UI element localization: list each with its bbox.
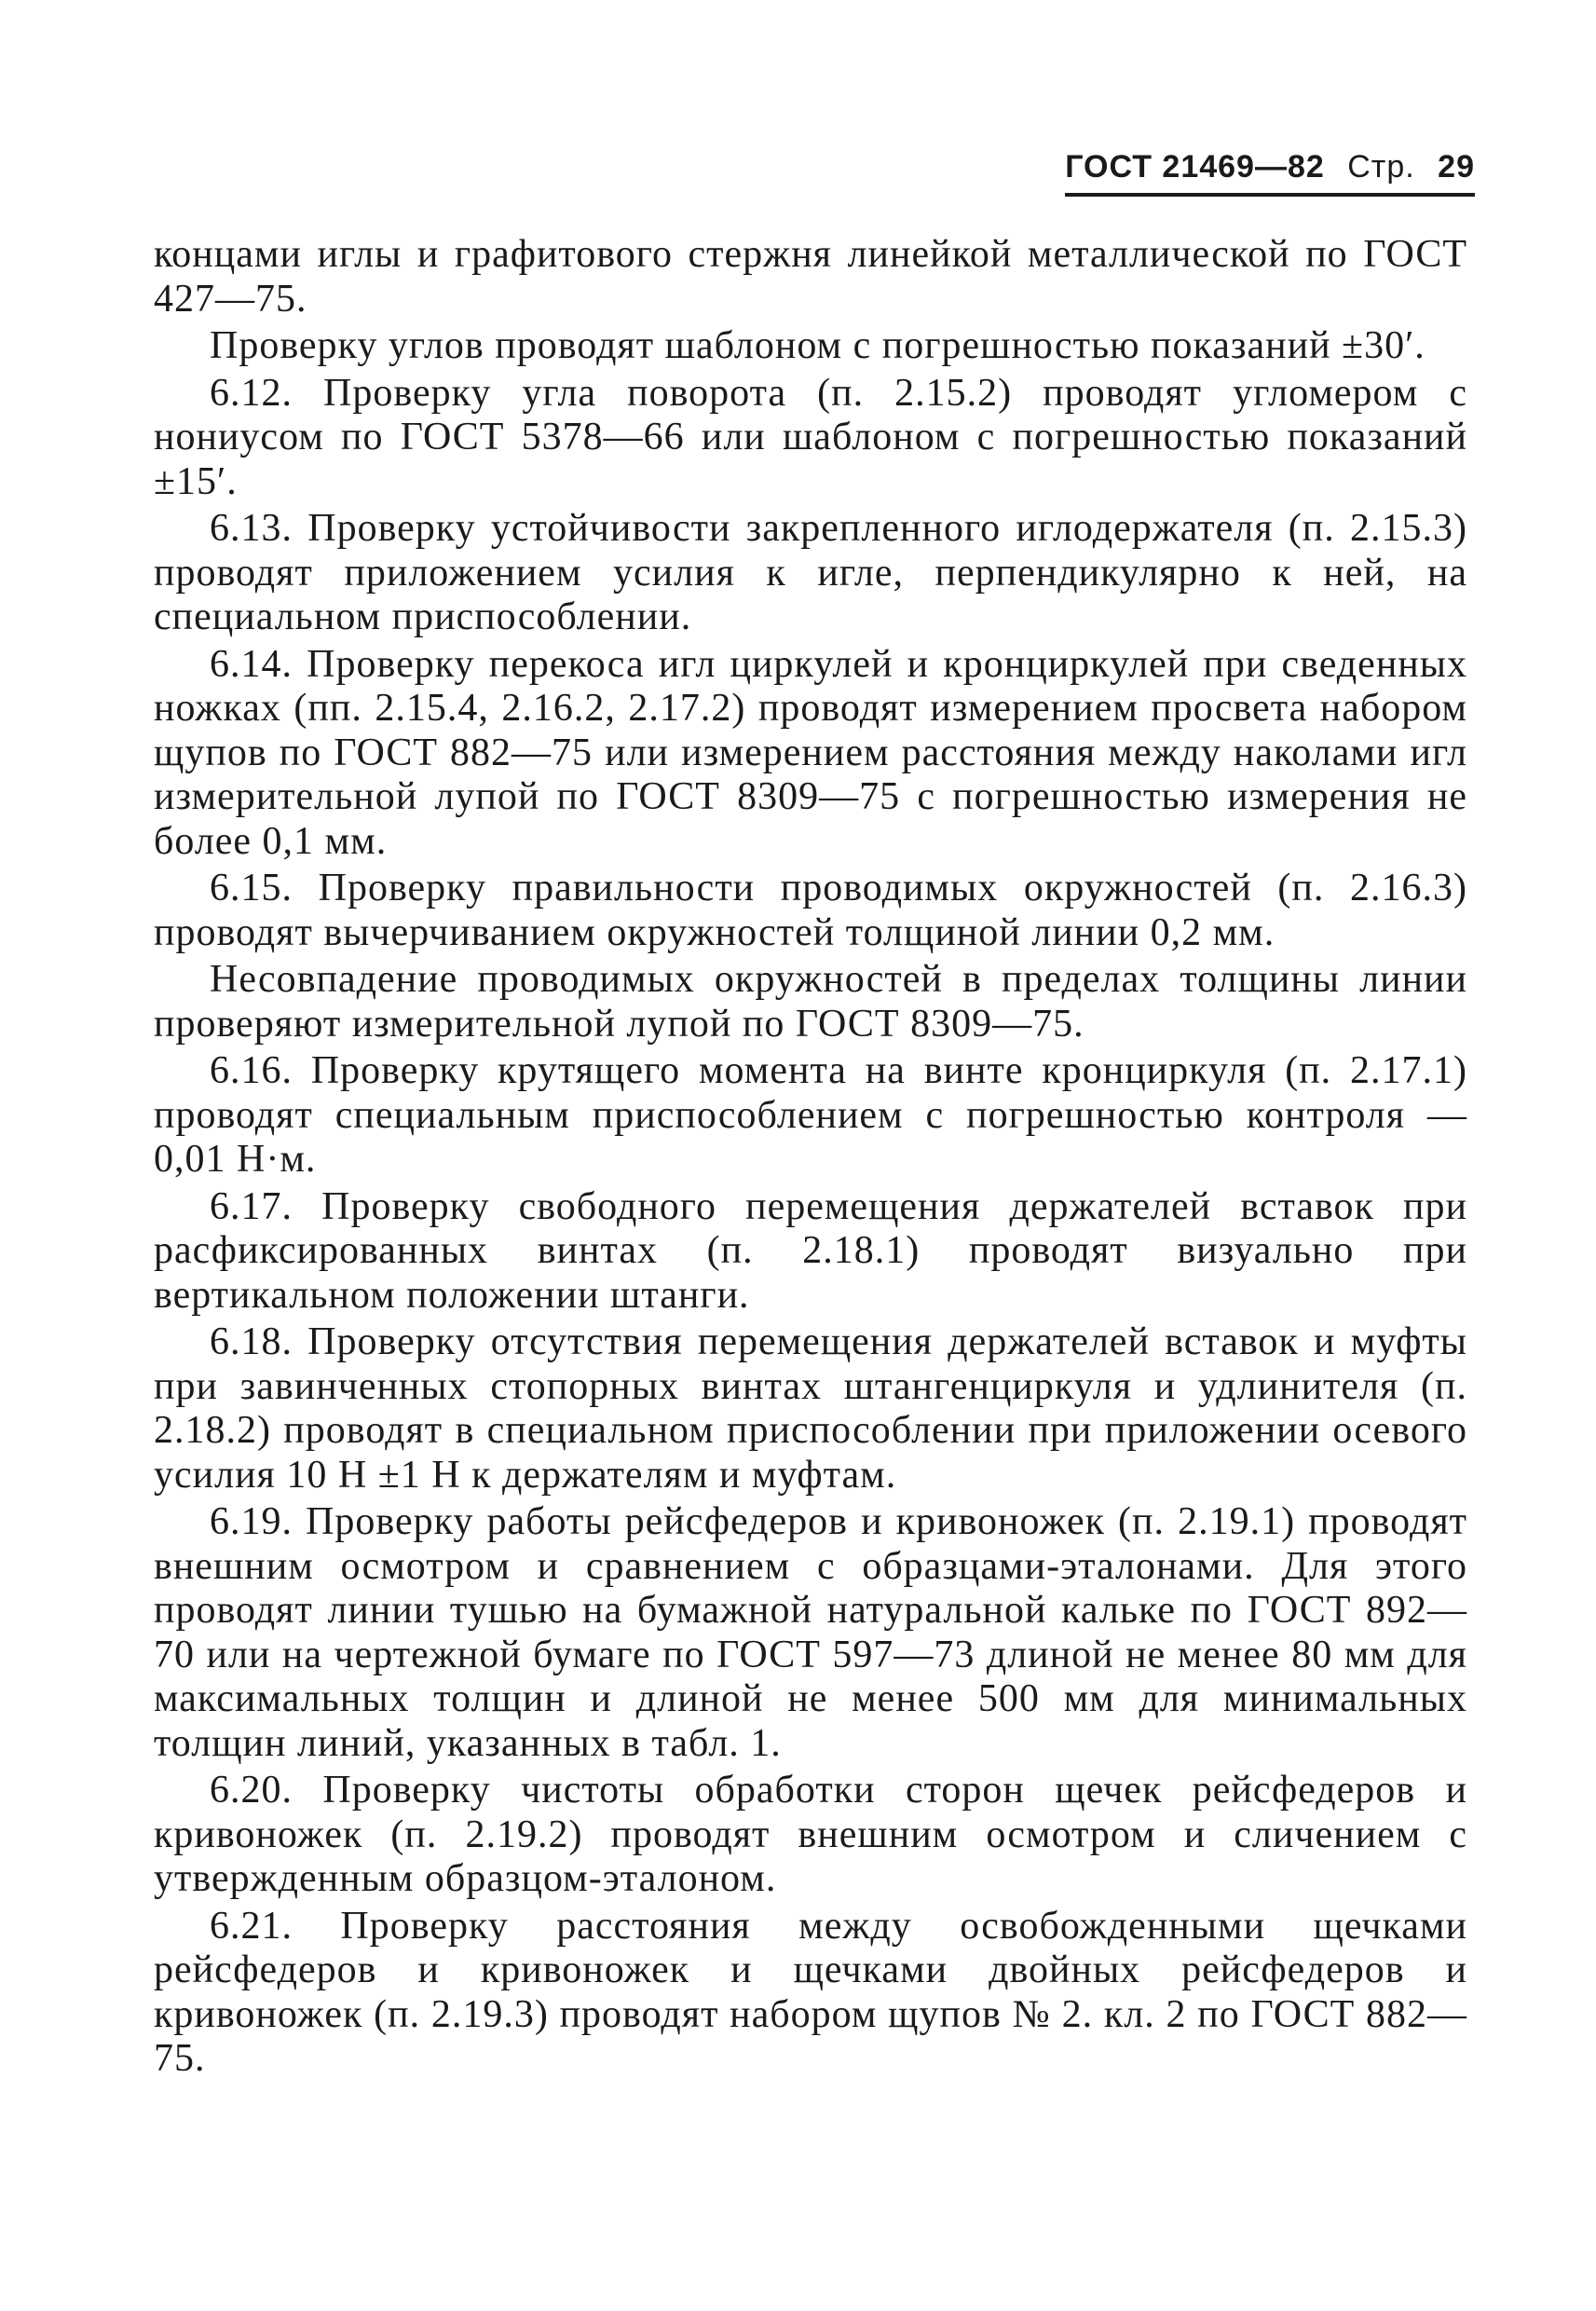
- paragraph-6-20: 6.20. Проверку чистоты обработки сторон щечек рейсфедеров и кривоножек (п. 2.19.2) проводят внешним осмотром и сличением с утвержденным образцом-эталоном.: [154, 1769, 1467, 1900]
- paragraph-6-16: 6.16. Проверку крутящего момента на винте кронциркуля (п. 2.17.1) проводят специальным приспособлением с погрешностью контроля — 0,01 Н·м.: [154, 1049, 1467, 1181]
- paragraph-continuation: концами иглы и графитового стержня линейкой металлической по ГОСТ 427—75.: [154, 233, 1467, 321]
- paragraph-6-21: 6.21. Проверку расстояния между освобожденными щечками рейсфедеров и кривоножек и щечками двойных рейсфедеров и кривоножек (п. 2.19.3) проводят набором щупов № 2. кл. 2 по ГОСТ 882—75.: [154, 1904, 1467, 2080]
- paragraph-6-18: 6.18. Проверку отсутствия перемещения держателей вставок и муфты при завинченных стопорных винтах штангенциркуля и удлинителя (п. 2.18.2) проводят в специальном приспособлении при приложении осевого усилия 10 Н ±1 Н к держателям и муфтам.: [154, 1320, 1467, 1497]
- page-header: [1065, 149, 1475, 197]
- paragraph-6-15: 6.15. Проверку правильности проводимых окружностей (п. 2.16.3) проводят вычерчиванием окружностей толщиной линии 0,2 мм.: [154, 867, 1467, 954]
- page-label: Стр.: [1347, 149, 1415, 185]
- paragraph-6-17: 6.17. Проверку свободного перемещения держателей вставок при расфиксированных винтах (п. 2.18.1) проводят визуально при вертикальном положении штанги.: [154, 1184, 1467, 1317]
- paragraph-6-12: 6.12. Проверку угла поворота (п. 2.15.2) проводят угломером с нониусом по ГОСТ 5378—66 или шаблоном с погрешностью показаний ±15′.: [154, 371, 1467, 503]
- paragraph-6-13: 6.13. Проверку устойчивости закрепленного иглодержателя (п. 2.15.3) проводят приложением усилия к игле, перпендикулярно к ней, на специальном приспособлении.: [154, 507, 1467, 638]
- paragraph-mismatch-check: Несовпадение проводимых окружностей в пределах толщины линии проверяют измерительной лупой по ГОСТ 8309—75.: [154, 958, 1467, 1046]
- document-body: [154, 233, 1467, 2085]
- paragraph-6-14: 6.14. Проверку перекоса игл циркулей и кронциркулей при сведенных ножках (пп. 2.15.4, 2.16.2, 2.17.2) проводят измерением просвета набором щупов по ГОСТ 882—75 или измерением расстояния между наколами игл измерительной лупой по ГОСТ 8309—75 с погрешностью измерения не более 0,1 мм.: [154, 642, 1467, 863]
- paragraph-angles-check: Проверку углов проводят шаблоном с погрешностью показаний ±30′.: [210, 324, 1425, 367]
- standard-number: ГОСТ 21469—82: [1065, 149, 1325, 185]
- page-number: 29: [1438, 149, 1475, 185]
- paragraph-6-19: 6.19. Проверку работы рейсфедеров и кривоножек (п. 2.19.1) проводят внешним осмотром и сравнением с образцами-эталонами. Для этого проводят линии тушью на бумажной натуральной кальке по ГОСТ 892—70 или на чертежной бумаге по ГОСТ 597—73 длиной не менее 80 мм для максимальных толщин и длиной не менее 500 мм для минимальных толщин линий, указанных в табл. 1.: [154, 1500, 1467, 1765]
